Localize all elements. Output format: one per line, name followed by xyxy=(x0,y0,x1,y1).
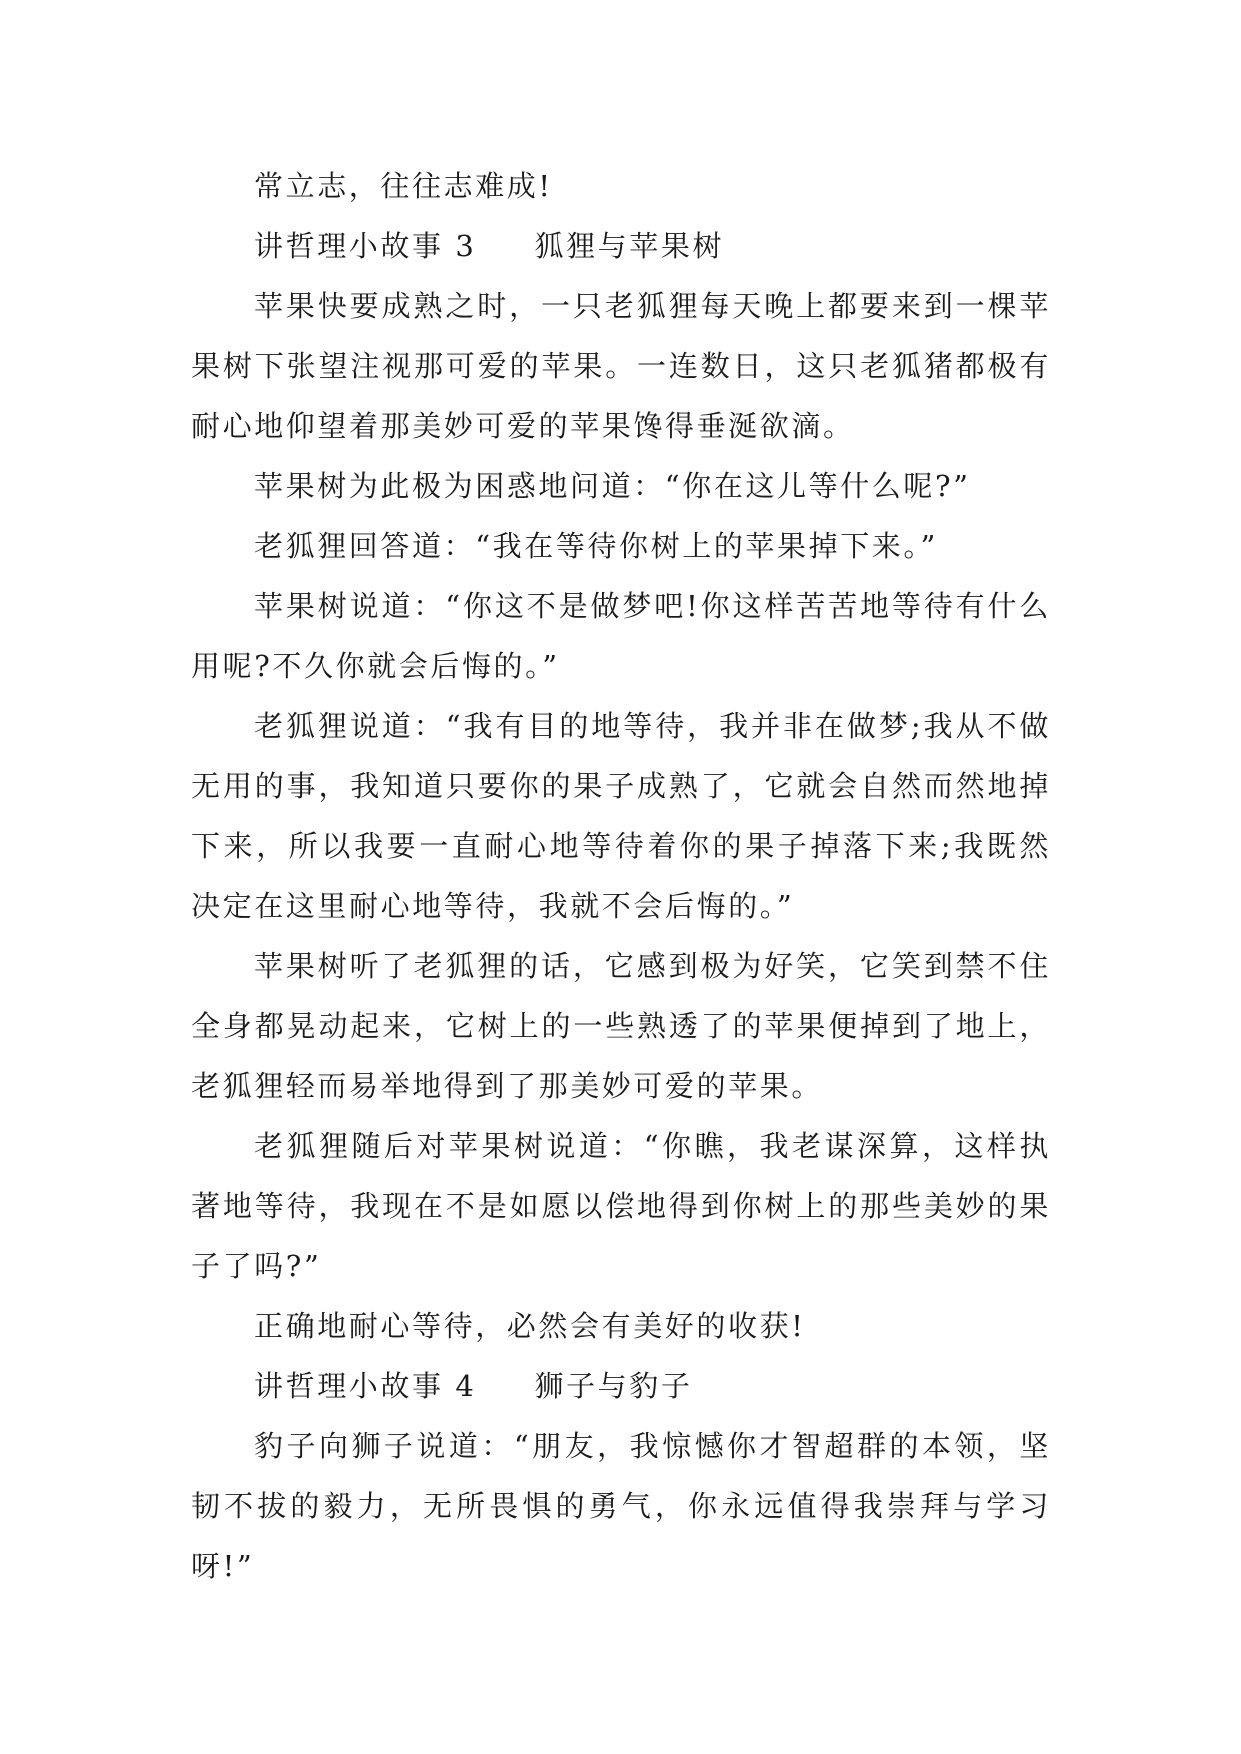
paragraph: 苹果树为此极为困惑地问道：“你在这儿等什么呢?” xyxy=(254,469,971,503)
paragraph: 苹果树说道：“你这不是做梦吧!你这样苦苦地等待有什么用呢?不久你就会后悔的。” xyxy=(191,589,1051,683)
paragraph: 苹果树听了老狐狸的话，它感到极为好笑，它笑到禁不住全身都晃动起来，它树上的一些熟透了的苹果便掉到了地上，老狐狸轻而易举地得到了那美妙可爱的苹果。 xyxy=(191,949,1051,1103)
document-body xyxy=(191,156,1051,1596)
paragraph: 正确地耐心等待，必然会有美好的收获! xyxy=(254,1309,806,1343)
story-label: 讲哲理小故事 4 xyxy=(254,1369,477,1403)
paragraph: 老狐狸说道：“我有目的地等待，我并非在做梦;我从不做无用的事，我知道只要你的果子成熟了，它就会自然而然地掉下来，所以我要一直耐心地等待着你的果子掉落下来;我既然决定在这里耐心地等待，我就不会后悔的。” xyxy=(191,709,1051,923)
paragraph: 常立志，往往志难成! xyxy=(254,169,553,203)
paragraph: 老狐狸随后对苹果树说道：“你瞧，我老谋深算，这样执著地等待，我现在不是如愿以偿地得到你树上的那些美妙的果子了吗?” xyxy=(191,1129,1051,1283)
story-heading xyxy=(191,1356,1051,1416)
paragraph: 老狐狸回答道：“我在等待你树上的苹果掉下来。” xyxy=(254,529,938,563)
story-label: 讲哲理小故事 3 xyxy=(254,229,477,263)
story-title: 狮子与豹子 xyxy=(534,1369,693,1403)
paragraph: 豹子向狮子说道：“朋友，我惊憾你才智超群的本领，坚韧不拔的毅力，无所畏惧的勇气，你永远值得我崇拜与学习呀!” xyxy=(191,1429,1051,1583)
story-title: 狐狸与苹果树 xyxy=(534,229,725,263)
story-heading xyxy=(191,216,1051,276)
paragraph: 苹果快要成熟之时，一只老狐狸每天晚上都要来到一棵苹果树下张望注视那可爱的苹果。一连数日，这只老狐猪都极有耐心地仰望着那美妙可爱的苹果馋得垂涎欲滴。 xyxy=(191,289,1051,443)
